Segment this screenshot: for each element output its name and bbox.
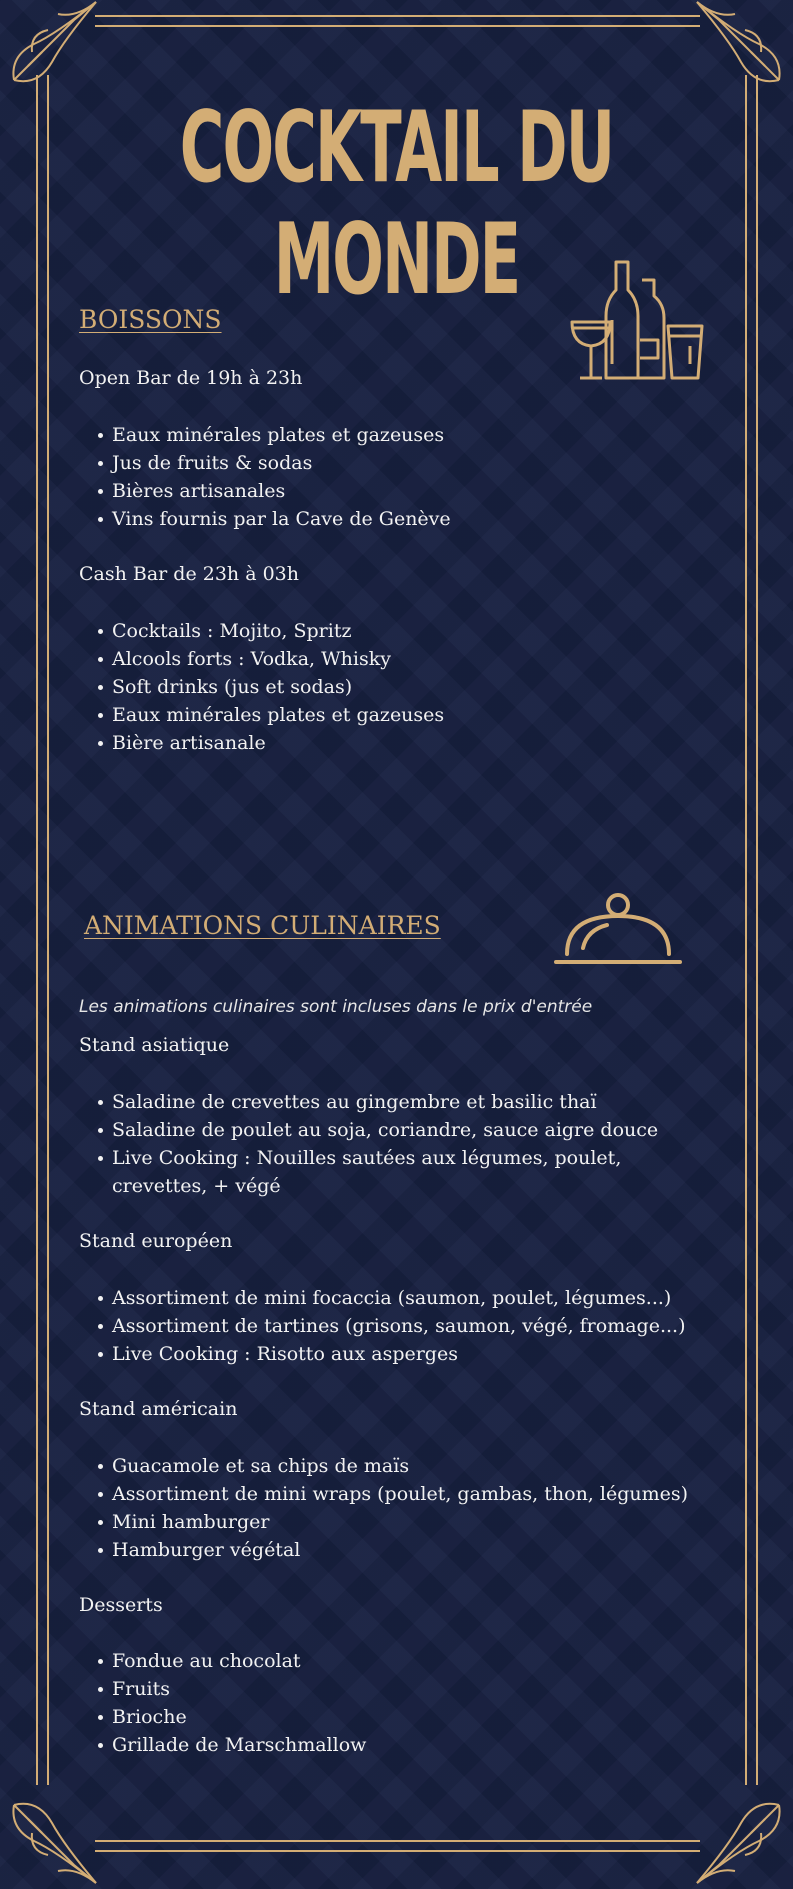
open-bar-label: Open Bar de 19h à 23h	[79, 367, 303, 389]
list-item: Eaux minérales plates et gazeuses	[112, 421, 722, 449]
cash-bar-label: Cash Bar de 23h à 03h	[79, 563, 299, 585]
list-item: Saladine de poulet au soja, coriandre, sauce aigre douce	[112, 1116, 722, 1144]
list-item: Jus de fruits & sodas	[112, 449, 722, 477]
boissons-heading: BOISSONS	[79, 305, 222, 334]
list-item: Vins fournis par la Cave de Genève	[112, 505, 722, 533]
corner-ornament-top-left	[8, 0, 108, 90]
frame-right-line-inner	[745, 75, 747, 1785]
stand-europeen-list	[112, 1284, 722, 1368]
frame-bottom-line-outer	[95, 1840, 700, 1842]
list-item: Fruits	[112, 1675, 722, 1703]
stand-americain-label: Stand américain	[79, 1398, 238, 1420]
list-item: Soft drinks (jus et sodas)	[112, 673, 722, 701]
list-item: Fondue au chocolat	[112, 1647, 722, 1675]
list-item: Assortiment de mini focaccia (saumon, poulet, légumes...)	[112, 1284, 722, 1312]
frame-left-line-outer	[36, 75, 38, 1785]
list-item: Saladine de crevettes au gingembre et basilic thaï	[112, 1088, 722, 1116]
list-item: Grillade de Marschmallow	[112, 1731, 722, 1759]
desserts-list	[112, 1647, 722, 1759]
frame-bottom-line-inner	[95, 1850, 700, 1852]
list-item: Mini hamburger	[112, 1508, 722, 1536]
stand-asiatique-list	[112, 1088, 722, 1200]
corner-ornament-bottom-right	[685, 1795, 785, 1885]
list-item: Alcools forts : Vodka, Whisky	[112, 645, 722, 673]
stand-americain-list	[112, 1452, 722, 1564]
list-item: Live Cooking : Nouilles sautées aux légumes, poulet, crevettes, + végé	[112, 1144, 722, 1200]
open-bar-list	[112, 421, 722, 533]
frame-left-line-inner	[47, 75, 49, 1785]
animations-note: Les animations culinaires sont incluses dans le prix d'entrée	[79, 997, 593, 1017]
stand-europeen-label: Stand européen	[79, 1230, 233, 1252]
cash-bar-list	[112, 617, 722, 757]
list-item: Assortiment de tartines (grisons, saumon, végé, fromage...)	[112, 1312, 722, 1340]
list-item: Hamburger végétal	[112, 1536, 722, 1564]
frame-right-line-outer	[756, 75, 758, 1785]
frame-top-line-inner	[95, 25, 700, 27]
animations-heading: ANIMATIONS CULINAIRES	[84, 911, 441, 940]
frame-top-line-outer	[95, 15, 700, 17]
list-item: Cocktails : Mojito, Spritz	[112, 617, 722, 645]
stand-asiatique-label: Stand asiatique	[79, 1034, 230, 1056]
list-item: Bière artisanale	[112, 729, 722, 757]
list-item: Guacamole et sa chips de maïs	[112, 1452, 722, 1480]
wine-bottles-glasses-icon	[570, 260, 705, 382]
list-item: Live Cooking : Risotto aux asperges	[112, 1340, 722, 1368]
desserts-label: Desserts	[79, 1594, 163, 1616]
list-item: Eaux minérales plates et gazeuses	[112, 701, 722, 729]
corner-ornament-top-right	[685, 0, 785, 90]
serving-cloche-icon	[553, 890, 683, 966]
corner-ornament-bottom-left	[8, 1795, 108, 1885]
page-title: COCKTAIL DU MONDE	[179, 91, 614, 317]
list-item: Assortiment de mini wraps (poulet, gambas, thon, légumes)	[112, 1480, 722, 1508]
list-item: Bières artisanales	[112, 477, 722, 505]
list-item: Brioche	[112, 1703, 722, 1731]
